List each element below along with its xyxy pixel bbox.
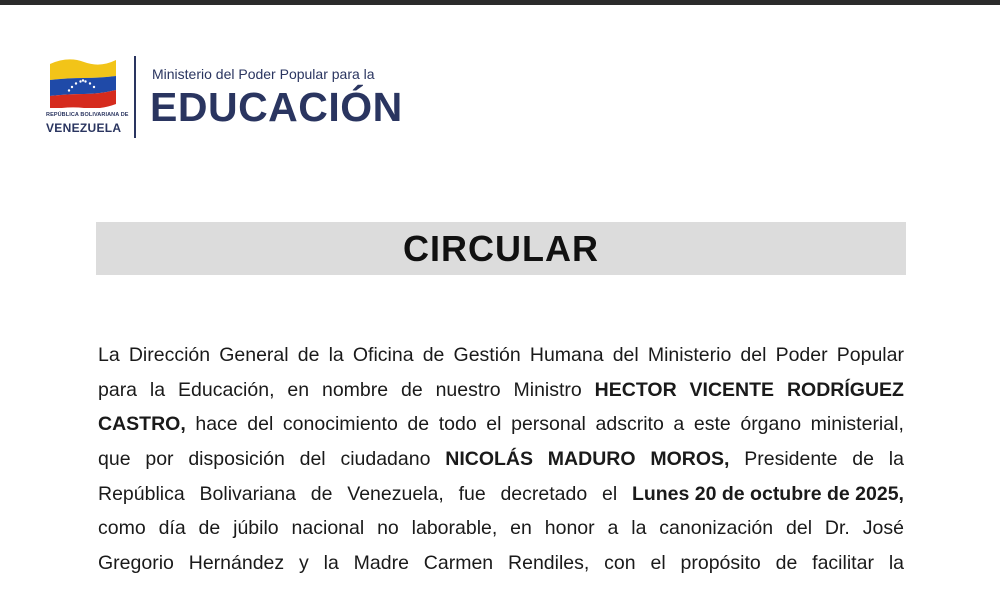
word: Ministro [513,378,582,401]
word: de [198,517,221,540]
word: RODRÍGUEZ [786,378,904,401]
word: fue [458,482,486,505]
word: del [786,517,813,540]
word: de [852,448,874,471]
venezuela-flag-icon [48,54,118,108]
paragraph-line [98,477,904,512]
word: ciudadano [340,448,431,471]
word: Humana [529,344,604,366]
word: por [145,448,174,471]
document-title: CIRCULAR [403,227,599,269]
word: Madre [353,552,409,575]
word: República [98,482,185,505]
word: canonización [659,517,774,540]
paragraph-line [98,373,904,408]
word: con [604,552,636,575]
word: Gregorio [98,552,174,575]
circular-body [98,338,904,581]
word: a [673,413,685,436]
word: Presidente [744,448,838,471]
word: de [310,482,333,505]
word: como [98,517,146,540]
word: disposición [188,448,285,471]
word: a [607,517,619,540]
word: VICENTE [689,378,775,401]
word: Popular [836,344,904,366]
word: MADURO [547,448,636,471]
word: nombre [321,378,389,401]
word: General [219,344,289,366]
word: José [862,517,904,540]
word: la [149,378,166,401]
word: MOROS, [650,448,730,471]
word: La [98,344,120,366]
word: CASTRO, [98,413,186,436]
word: del [740,344,767,366]
word: propósito [680,552,761,575]
word: Educación, [178,378,275,401]
word: de [297,344,320,366]
word: de [775,552,798,575]
word: del [299,448,326,471]
word: Dirección [128,344,211,366]
word: el [650,552,666,575]
paragraph-line [98,407,904,442]
word: de [407,413,430,436]
word: honor [544,517,595,540]
word: la [323,552,339,575]
word: del [612,344,639,366]
logo-divider [134,56,136,138]
title-banner [96,222,906,275]
word: Gestión [453,344,521,366]
country-prefix: REPÚBLICA BOLIVARIANA DE [46,112,129,118]
word: Carmen [423,552,494,575]
word: órgano [740,413,802,436]
word: Lunes 20 de octubre de 2025, [631,482,904,505]
paragraph-line [98,442,904,477]
top-border [0,0,1000,5]
venezuela-logo [46,52,129,138]
word: la [888,448,904,471]
word: de [400,378,423,401]
paragraph-line [98,511,904,546]
word: en [287,378,310,401]
word: todo [438,413,477,436]
word: laborable, [411,517,498,540]
word: ministerial, [810,413,904,436]
word: en [510,517,532,540]
word: de [422,344,445,366]
word: HECTOR [594,378,677,401]
word: Hernández [188,552,285,575]
word: NICOLÁS [445,448,533,471]
word: Bolivariana [199,482,296,505]
word: personal [511,413,586,436]
word: hace [195,413,238,436]
word: Oficina [352,344,414,366]
word: Poder [775,344,828,366]
paragraph-line [98,546,904,581]
word: Dr. [824,517,850,540]
word: que [98,448,131,471]
word: para [98,378,138,401]
word: adscrito [595,413,664,436]
word: la [328,344,344,366]
country-name: VENEZUELA [46,121,122,135]
word: no [377,517,399,540]
ministry-prefix: Ministerio del Poder Popular para la [152,66,375,82]
word: decretado [500,482,588,505]
word: día [158,517,186,540]
word: facilitar [812,552,874,575]
word: y [299,552,309,575]
word: la [631,517,647,540]
paragraph-line [98,338,904,373]
word: la [888,552,904,575]
word: Rendiles, [508,552,590,575]
word: júbilo [233,517,279,540]
word: Ministerio [647,344,732,366]
word: nuestro [435,378,501,401]
word: el [601,482,618,505]
ministry-name: EDUCACIÓN [150,84,403,130]
word: del [247,413,274,436]
word: conocimiento [282,413,398,436]
word: Venezuela, [347,482,444,505]
word: nacional [291,517,365,540]
word: este [693,413,731,436]
word: el [486,413,502,436]
